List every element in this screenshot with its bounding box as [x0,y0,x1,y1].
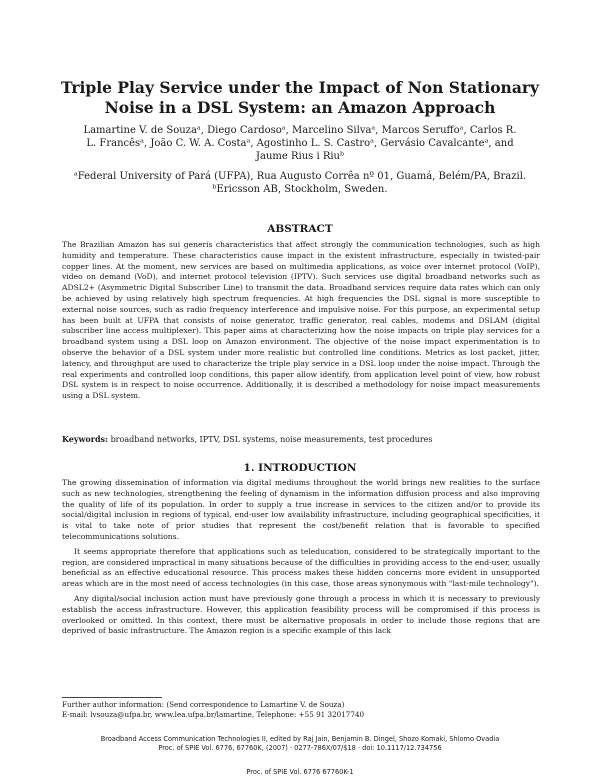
proceedings-line-2: Proc. of SPIE Vol. 6776, 67760K, (2007) · 0277-786X/07/$18 · doi: 10.1117/12.734756 [158,743,442,752]
affiliation-a: ᵃFederal University of Pará (UFPA), Rua Augusto Corrêa nº 01, Guamá, Belém/PA, Brazil. [73,171,527,182]
intro-paragraph-2: It seems appropriate therefore that applications such as teleducation, considered to be strategically important to the region, are considered impractical in many situations because of the difficulties in providing access to the end-user, usually beneficial as an effective educational resource. This process makes these hidden concerns more evident in unsupported areas which are in the most need of access technologies (in this case, those areas synonymous with "last-mile technology"). [62,546,540,589]
abstract-paragraph: The Brazilian Amazon has sui generis characteristics that affect strongly the communication technologies, such as high humidity and temperature. These characteristics cause impact in the existent infrastructure, especially in twisted-pair copper lines. At the moment, new services are based on multimedia applications, as voice over internet protocol (VoIP), video on demand (VoD), and internet protocol television (IPTV). Such services use digital broadband networks such as ADSL2+ (Asymmetric Digital Subscriber Line) to transmit the data. Broadband services require data rates which can only be achieved by using relatively high spectrum frequencies. At high frequencies the DSL signal is more susceptible to external noise sources, such as radio frequency interference and impulsive noise. For this purpose, an experimental setup has been built at UFPA that consists of noise generator, traffic generator, real cables, modems and DSLAM (digital subscriber line access multiplexer). This paper aims at characterizing how the noise impacts on triple play services for a broadband system using a DSL loop on Amazon environment. The objective of the noise impact experimentation is to observe the behavior of a DSL system under more realistic but controlled line conditions. Metrics as lost packet, jitter, latency, and throughput are used to characterize the triple play service in a DSL loop under the noise impact. Through the real experiments and controlled loop conditions, this paper allow identify, from application level point of view, how robust DSL system is in respect to noise occurrence. Additionally, it is described a methodology for noise impact measurements using a DSL system. [62,240,540,401]
page-footer: Proc. of SPIE Vol. 6776 67760K-1 [246,768,354,776]
intro-paragraph-3: Any digital/social inclusion action must have previously gone through a process in which it is necessary to previously establish the access infrastructure. However, this application feasibility process will be compromised if this process is overlooked or omitted. In this context, there must be alternative proposals in order to include those regions that are deprived of basic infrastructure. The Amazon region is a specific example of this lack [62,593,540,636]
introduction-heading: 1. INTRODUCTION [243,462,357,474]
footnote-line-2: E-mail: lvsouza@ufpa.br, www.lea.ufpa.br/lamartine, Telephone: +55 91 32017740 [62,710,365,719]
paper-title: Triple Play Service under the Impact of Non Stationary Noise in a DSL System: an Amazon Approach [60,78,540,117]
keywords-text: broadband networks, IPTV, DSL systems, noise measurements, test procedures [110,435,433,444]
keywords-label: Keywords: [62,434,109,444]
author-list: Lamartine V. de Souzaᵃ, Diego Cardosoᵃ, Marcelino Silvaᵃ, Marcos Seruffoᵃ, Carlos R. L. Francêsᵃ, João C. W. A. Costaᵃ, Agostinho L. S. Castroᵃ, Gervásio Cavalcanteᵃ, and Jaume Rius i Riuᵇ [83,125,517,162]
proceedings-line-1: Broadband Access Communication Technologies II, edited by Raj Jain, Benjamin B. Dingel, Shozo Komaki, Shlomo Ovadia [100,735,500,743]
affiliation-b: ᵇEricsson AB, Stockholm, Sweden. [212,184,388,195]
keywords [62,434,540,445]
affiliations [66,170,534,196]
introduction-text [62,478,540,637]
footnote-line-1: Further author information: (Send correspondence to Lamartine V. de Souza) [62,700,345,709]
footnote-rule [62,697,162,698]
abstract-text [62,240,540,402]
intro-paragraph-1: The growing dissemination of information via digital mediums throughout the world brings new realities to the surface such as new technologies, strengthening the feeling of dynamism in the information diffusion process and also improving the quality of life of its population. In order to supply a true increase in services to the citizen and/or to provide its social/digital inclusion in regions of typical, end-user low availability infrastructure, including geographical specificities, it is vital to take note of prior studies that represent the cost/benefit relation that is favorable to specified telecommunications solutions. [62,478,540,541]
abstract-heading: ABSTRACT [267,223,333,235]
footnote [62,700,540,720]
proceedings-info [80,735,520,752]
